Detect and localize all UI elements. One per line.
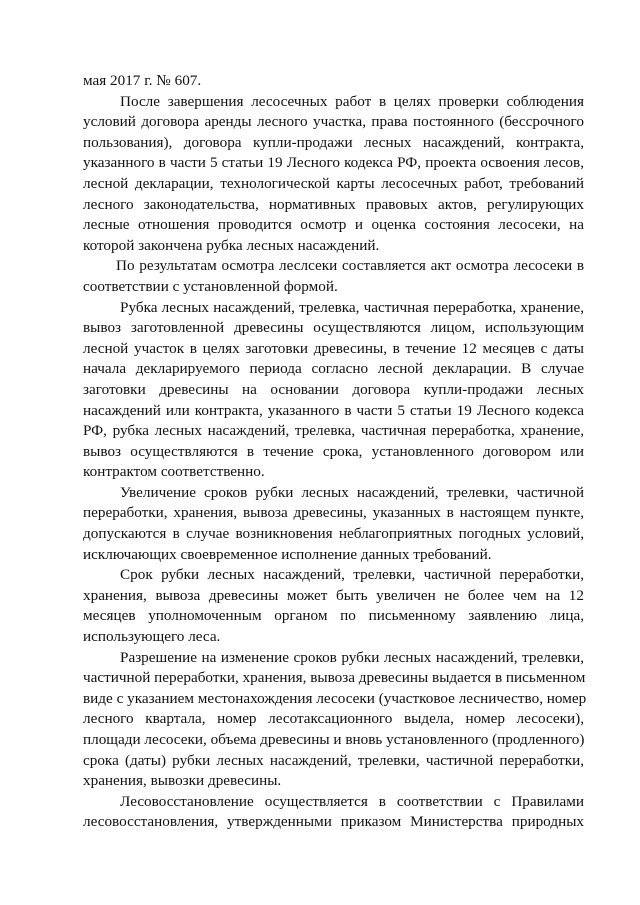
- text-line: После завершения лесосечных работ в целях проверки соблюдения: [120, 92, 584, 110]
- text-line: хранения, вывозки древесины.: [83, 772, 282, 790]
- text-line: хранения, вывоза древесины может быть увеличен не более чем на 12: [83, 586, 584, 604]
- paragraph: [83, 256, 584, 297]
- text-line: пользования), договора купли-продажи лесных насаждений, контракта,: [83, 133, 584, 151]
- text-line: мая 2017 г. № 607.: [83, 72, 202, 89]
- text-line: допускаются в случае возникновения неблагоприятных погодных условий,: [83, 525, 584, 543]
- text-line: лесного квартала, номер лесотаксационного выдела, номер лесосеки),: [83, 710, 584, 728]
- paragraph: [83, 483, 584, 565]
- text-line: лесной декларации, технологической карты лесосечных работ, требований: [83, 174, 584, 192]
- text-line: исключающих своевременное исполнение данных требований.: [83, 545, 492, 563]
- text-line: контрактом соответственно.: [83, 463, 265, 481]
- text-line: лесовосстановления, утвержденными приказом Министерства природных: [83, 813, 584, 831]
- text-line: Увеличение сроков рубки лесных насаждений, трелевки, частичной: [120, 483, 584, 501]
- text-line: РФ, рубка лесных насаждений, трелевка, частичная переработка, хранение,: [83, 422, 584, 440]
- paragraph: [83, 298, 584, 483]
- text-line: частичной переработки, хранения, вывоза древесины выдается в письменном: [83, 669, 586, 687]
- paragraph: [83, 565, 584, 647]
- text-line: срока (даты) рубки лесных насаждений, трелевки, частичной переработки,: [83, 751, 584, 769]
- text-line: условий договора аренды лесного участка, права постоянного (бессрочного: [83, 113, 584, 131]
- text-line: заготовки древесины на основании договора купли-продажи лесных: [83, 380, 584, 398]
- text-line: Срок рубки лесных насаждений, трелевки, частичной переработки,: [120, 566, 584, 584]
- text-line: Лесовосстановление осуществляется в соответствии с Правилами: [120, 792, 584, 810]
- text-line: месяцев уполномоченным органом по письменному заявлению лица,: [83, 607, 584, 625]
- text-line: Разрешение на изменение сроков рубки лесных насаждений, трелевки,: [120, 648, 584, 666]
- text-line: использующего леса.: [83, 628, 221, 646]
- paragraph: [83, 92, 584, 257]
- text-line: виде с указанием местонахождения лесосеки (участковое лесничество, номер: [83, 689, 587, 707]
- text-line: соответствии с установленной формой.: [83, 277, 338, 295]
- text-line: Рубка лесных насаждений, трелевка, частичная переработка, хранение,: [120, 298, 584, 316]
- text-line: лесной участок в целях заготовки древесины, в течение 12 месяцев с даты: [83, 339, 584, 357]
- text-line: начала декларируемого периода согласно лесной декларации. В случае: [83, 360, 584, 378]
- text-line: насаждений или контракта, указанного в части 5 статьи 19 Лесного кодекса: [83, 401, 584, 419]
- text-line: лесные отношения проводится осмотр и оценка состояния лесосеки, на: [83, 216, 584, 234]
- text-line: вывоз заготовленной древесины осуществляются лицом, использующим: [83, 319, 584, 337]
- paragraph: [83, 648, 587, 792]
- text-line: площади лесосеки, объема древесины и вновь установленного (продленного): [83, 731, 585, 748]
- text-line: вывоз осуществляются в течение срока, установленного договором или: [83, 442, 584, 460]
- text-line: указанного в части 5 статьи 19 Лесного кодекса РФ, проекта освоения лесов,: [83, 154, 584, 172]
- text-line: переработки, хранения, вывоза древесины, указанных в настоящем пункте,: [83, 504, 584, 522]
- text-line: лесного законодательства, нормативных правовых актов, регулирующих: [83, 195, 584, 213]
- text-line: которой закончена рубка лесных насаждений.: [83, 236, 380, 254]
- paragraph: [83, 792, 584, 833]
- text-line: По результатам осмотра леслсеки составляется акт осмотра лесосеки в: [116, 257, 584, 275]
